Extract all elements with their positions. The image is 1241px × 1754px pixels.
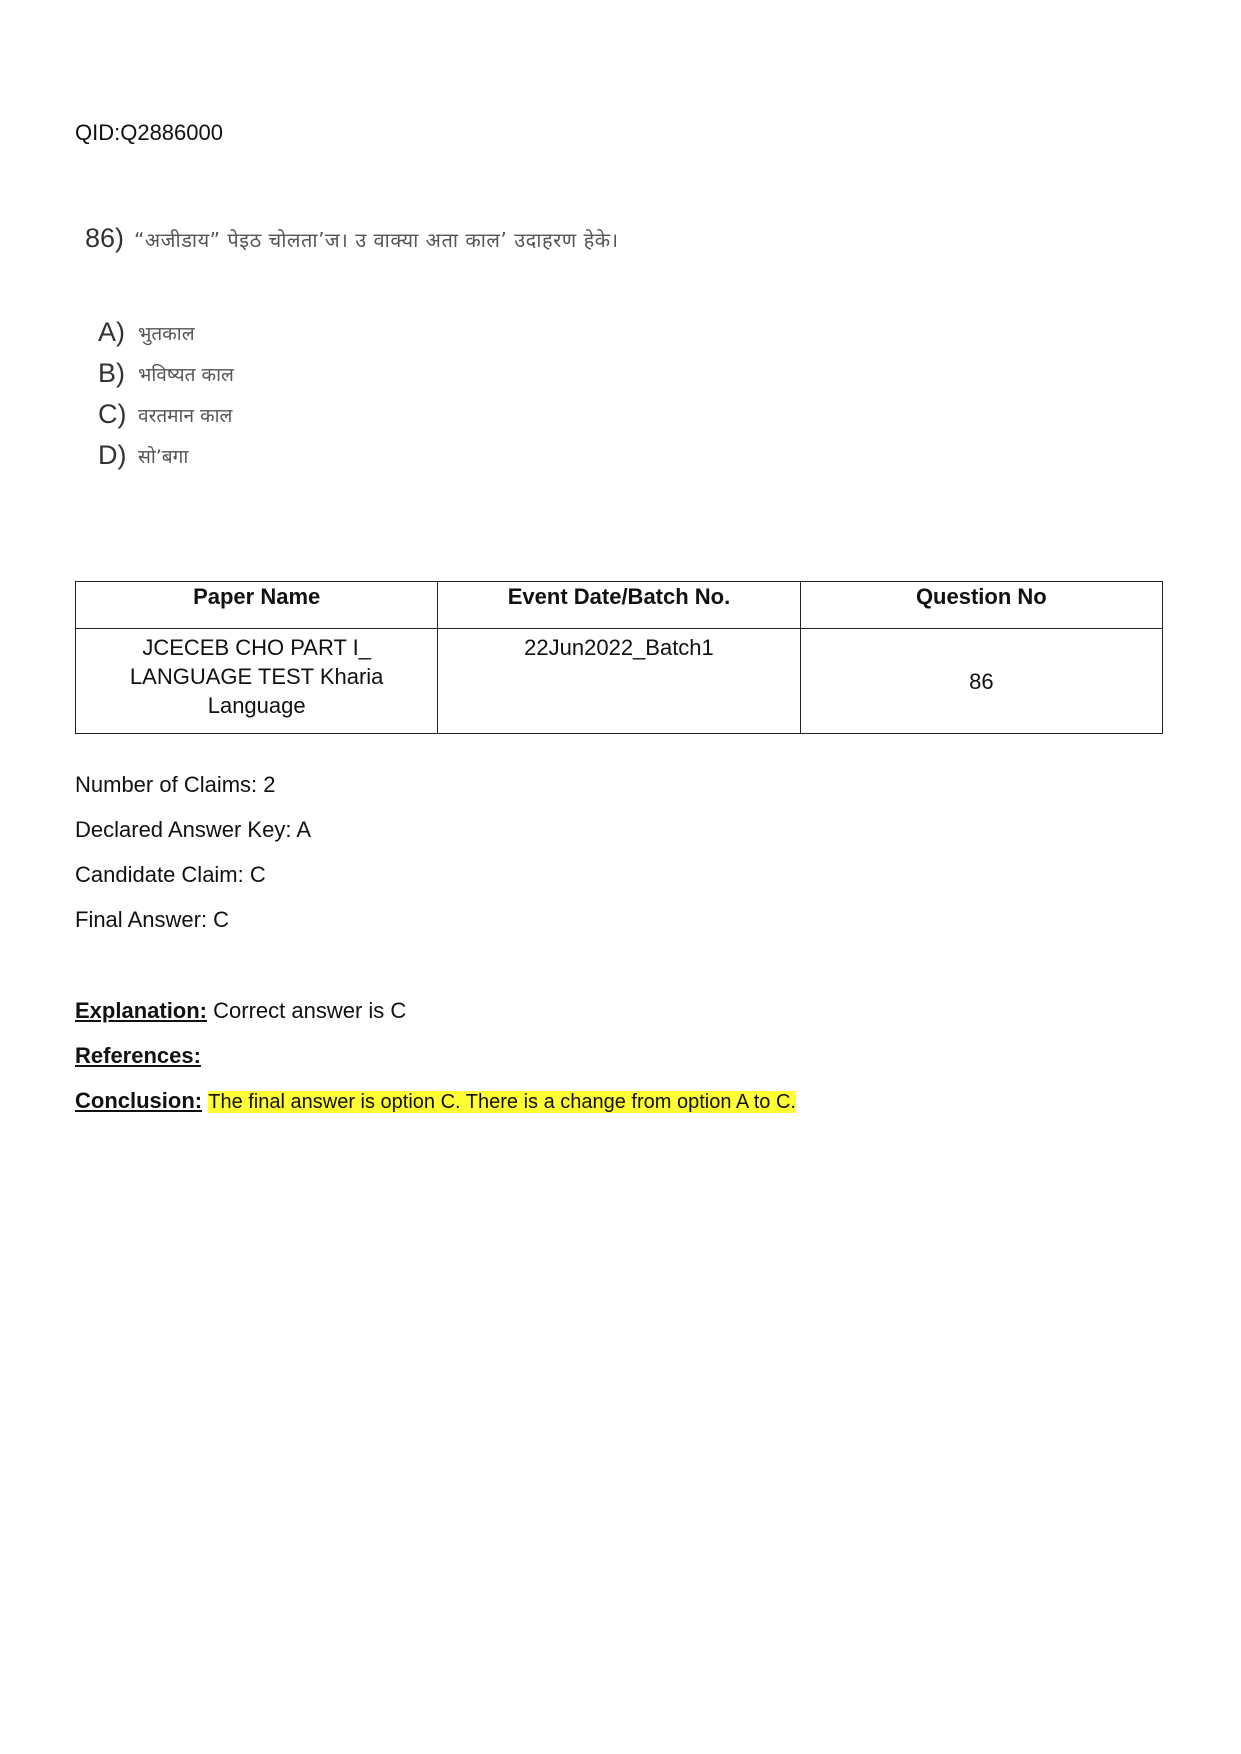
cell-paper-name: JCECEB CHO PART I_ LANGUAGE TEST Kharia Language <box>76 629 438 734</box>
cell-event-date: 22Jun2022_Batch1 <box>438 629 800 734</box>
paper-info-table <box>75 581 1163 734</box>
conclusion-text: The final answer is option C. There is a change from option A to C. <box>208 1091 796 1113</box>
candidate-claim: Candidate Claim: C <box>75 862 266 887</box>
option-letter: C) <box>98 399 127 429</box>
references-line <box>75 1043 796 1088</box>
option-letter: A) <box>98 317 125 347</box>
references-label: References: <box>75 1043 201 1068</box>
explanation-text: Correct answer is C <box>207 998 407 1023</box>
option-a <box>98 312 234 353</box>
question-number: 86) <box>85 223 125 253</box>
option-text: वरतमान काल <box>138 404 233 427</box>
option-c <box>98 394 234 435</box>
number-of-claims: Number of Claims: 2 <box>75 772 276 797</box>
option-b <box>98 353 234 394</box>
question-block <box>85 223 619 254</box>
explanation-section <box>75 998 796 1133</box>
header-paper-name: Paper Name <box>76 582 438 629</box>
table-row <box>76 629 1163 734</box>
table-header-row <box>76 582 1163 629</box>
options-list <box>98 312 234 476</box>
option-d <box>98 435 234 476</box>
final-answer: Final Answer: C <box>75 907 230 932</box>
declared-answer-key: Declared Answer Key: A <box>75 817 312 842</box>
option-text: सो’बगा <box>138 445 189 468</box>
conclusion-label: Conclusion: <box>75 1088 203 1113</box>
question-line <box>85 223 619 254</box>
option-letter: B) <box>98 358 125 388</box>
header-question-no: Question No <box>800 582 1162 629</box>
header-event-date: Event Date/Batch No. <box>438 582 800 629</box>
explanation-line <box>75 998 796 1043</box>
option-text: भुतकाल <box>138 322 195 345</box>
explanation-label: Explanation: <box>75 998 208 1023</box>
option-text: भविष्यत काल <box>138 363 234 386</box>
option-letter: D) <box>98 440 127 470</box>
conclusion-line <box>75 1088 796 1133</box>
cell-question-no: 86 <box>800 629 1162 734</box>
claim-summary <box>75 772 311 952</box>
question-id: QID:Q2886000 <box>75 120 223 145</box>
question-text: “अजीडाय” पेइठ चोलता’ज। उ वाक्या अता काल’ उदाहरण हेके। <box>134 228 619 252</box>
